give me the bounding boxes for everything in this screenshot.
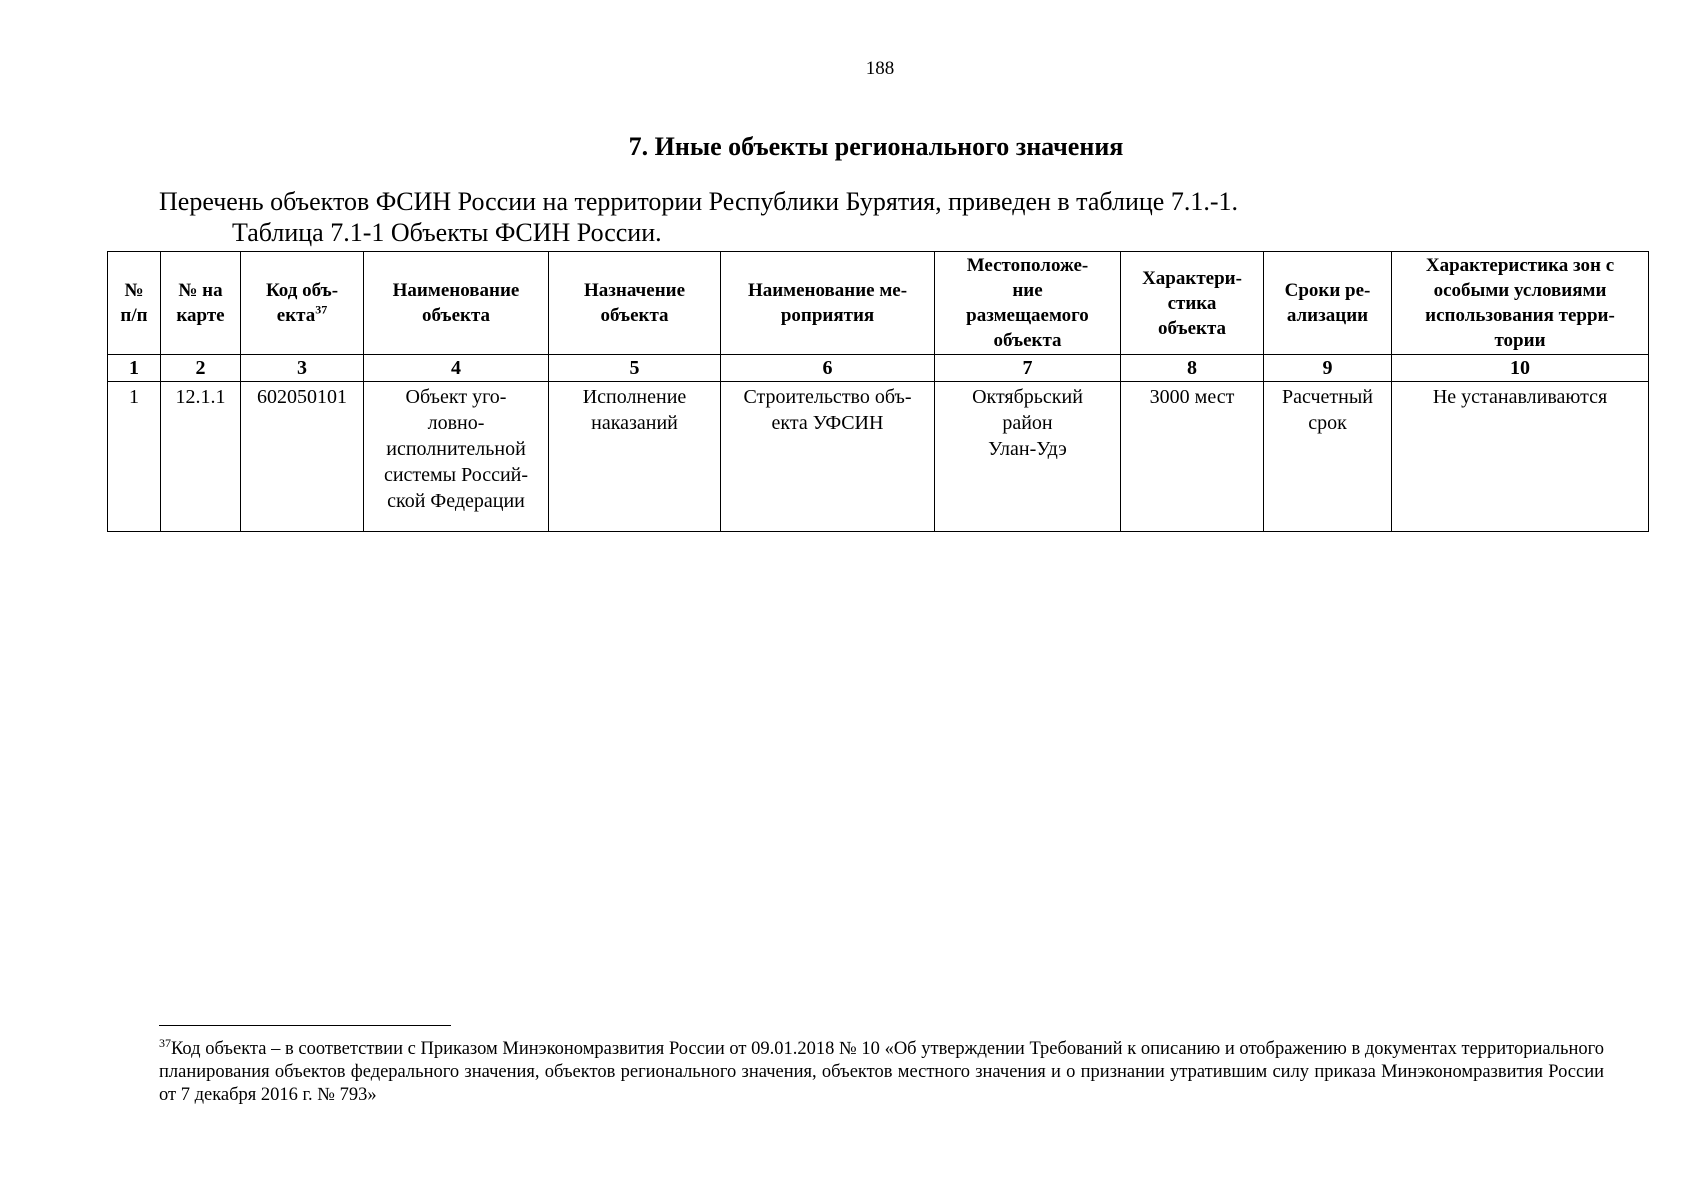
footnote-ref: 37 (315, 302, 328, 317)
column-number: 4 (364, 355, 549, 382)
header-cell: Назначение объекта (549, 252, 721, 355)
table-row (108, 382, 1649, 532)
header-cell: Наименование ме- роприятия (721, 252, 935, 355)
header-cell: Характери- стика объекта (1121, 252, 1264, 355)
header-cell: Код объ- екта$^{37}$ (241, 252, 364, 355)
column-number: 3 (241, 355, 364, 382)
table-caption: Таблица 7.1-1 Объекты ФСИН России. (232, 218, 662, 247)
column-number: 5 (549, 355, 721, 382)
header-cell: Местоположе- ние размещаемого объекта (935, 252, 1121, 355)
header-cell: Характеристика зон с особыми условиями использования терри- тории (1392, 252, 1649, 355)
cell-row-number: 1 (108, 382, 161, 532)
cell-characteristic: 3000 мест (1121, 382, 1264, 532)
column-number: 6 (721, 355, 935, 382)
cell-object-code: 602050101 (241, 382, 364, 532)
objects-table (107, 251, 1649, 532)
cell-timeline: Расчетный срок (1264, 382, 1392, 532)
cell-object-purpose: Исполнение наказаний (549, 382, 721, 532)
footnote (159, 1035, 1604, 1107)
column-number-row (108, 355, 1649, 382)
header-cell: № п/п (108, 252, 161, 355)
cell-object-name: Объект уго- ловно- исполнительной системы Россий- ской Федерации (364, 382, 549, 532)
footnote-text: Код объекта – в соответствии с Приказом Минэкономразвития России от 09.01.2018 № 10 «Об утверждении Требований к описанию и отображению в документах территориального планирования объектов федерального значения, объектов регионального значения, объектов местного значения и о признании утратившим силу приказа Минэкономразвития России от 7 декабря 2016 г. № 793» (159, 1039, 1604, 1105)
column-number: 10 (1392, 355, 1649, 382)
column-number: 2 (161, 355, 241, 382)
column-number: 8 (1121, 355, 1264, 382)
cell-measure-name: Строительство объ- екта УФСИН (721, 382, 935, 532)
table-header-row (108, 252, 1649, 355)
cell-map-number: 12.1.1 (161, 382, 241, 532)
footnote-number: 37 (159, 1035, 171, 1050)
column-number: 7 (935, 355, 1121, 382)
intro-paragraph: Перечень объектов ФСИН России на территории Республики Бурятия, приведен в таблице 7.1.-1. (159, 187, 1238, 216)
header-cell: Сроки ре- ализации (1264, 252, 1392, 355)
header-cell: № на карте (161, 252, 241, 355)
page-number: 188 (865, 58, 895, 79)
column-number: 1 (108, 355, 161, 382)
cell-zones: Не устанавливаются (1392, 382, 1649, 532)
footnote-separator (159, 1025, 451, 1026)
header-cell: Наименование объекта (364, 252, 549, 355)
section-title: 7. Иные объекты регионального значения (628, 132, 1124, 161)
cell-location: Октябрьский район Улан-Удэ (935, 382, 1121, 532)
column-number: 9 (1264, 355, 1392, 382)
